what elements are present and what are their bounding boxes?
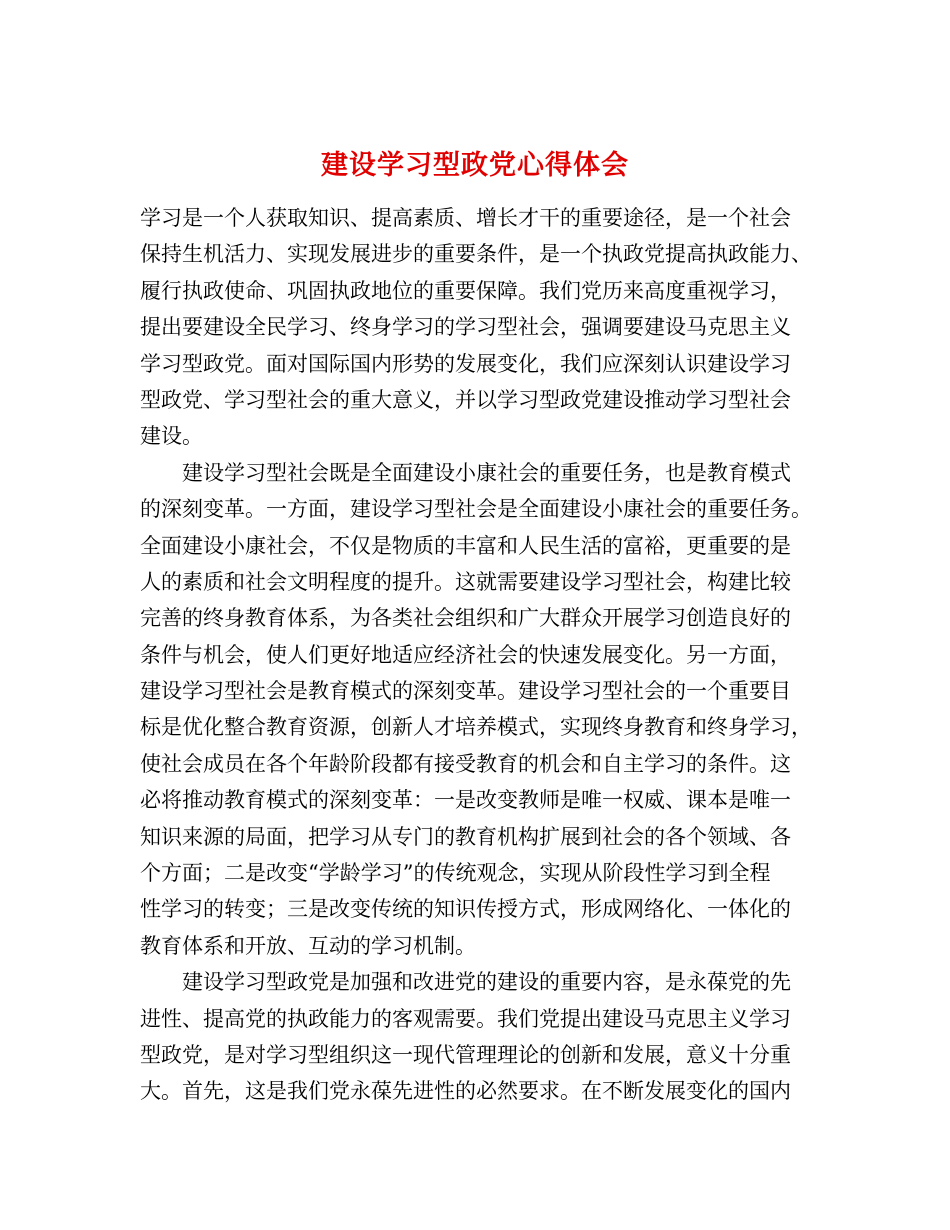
text-line: 完善的终身教育体系，为各类社会组织和广大群众开展学习创造良好的 — [140, 606, 791, 631]
text-line: 履行执政使命、巩固执政地位的重要保障。我们党历来高度重视学习， — [140, 278, 791, 303]
text-line: 标是优化整合教育资源，创新人才培养模式，实现终身教育和终身学习， — [140, 715, 812, 740]
text-line: 使社会成员在各个年龄阶段都有接受教育的机会和自主学习的条件。这 — [140, 751, 791, 776]
text-line: 学习型政党。面对国际国内形势的发展变化，我们应深刻认识建设学习 — [140, 351, 791, 376]
text-line: 知识来源的局面，把学习从专门的教育机构扩展到社会的各个领域、各 — [140, 824, 791, 849]
text-line: 条件与机会，使人们更好地适应经济社会的快速发展变化。另一方面， — [140, 642, 791, 667]
text-line: 教育体系和开放、互动的学习机制。 — [140, 933, 476, 958]
text-line: 大。首先，这是我们党永葆先进性的必然要求。在不断发展变化的国内 — [140, 1079, 791, 1104]
text-line: 学习是一个人获取知识、提高素质、增长才干的重要途径，是一个社会 — [140, 206, 791, 230]
text-line: 建设学习型社会是教育模式的深刻变革。建设学习型社会的一个重要目 — [140, 679, 791, 704]
document-title: 建设学习型政党心得体会 — [321, 150, 629, 182]
text-line: 性学习的转变；三是改变传统的知识传授方式，形成网络化、一体化的 — [140, 897, 791, 922]
text-line: 的深刻变革。一方面，建设学习型社会是全面建设小康社会的重要任务。 — [140, 497, 812, 522]
text-line: 建设学习型政党是加强和改进党的建设的重要内容，是永葆党的先 — [140, 970, 791, 995]
text-line: 人的素质和社会文明程度的提升。这就需要建设学习型社会，构建比较 — [140, 569, 791, 594]
document-body — [140, 200, 830, 1110]
text-line: 型政党、学习型社会的重大意义，并以学习型政党建设推动学习型社会 — [140, 387, 791, 412]
text-line: 进性、提高党的执政能力的客观需要。我们党提出建设马克思主义学习 — [140, 1006, 791, 1031]
text-line: 必将推动教育模式的深刻变革：一是改变教师是唯一权威、课本是唯一 — [140, 788, 791, 813]
text-line: 型政党，是对学习型组织这一现代管理理论的创新和发展，意义十分重 — [140, 1042, 791, 1067]
text-line: 建设学习型社会既是全面建设小康社会的重要任务，也是教育模式 — [140, 460, 791, 485]
text-line: 个方面；二是改变“学龄学习”的传统观念，实现从阶段性学习到全程 — [140, 861, 771, 886]
text-line: 建设。 — [140, 424, 203, 449]
text-line: 全面建设小康社会，不仅是物质的丰富和人民生活的富裕，更重要的是 — [140, 533, 791, 558]
text-line: 保持生机活力、实现发展进步的重要条件，是一个执政党提高执政能力、 — [140, 242, 812, 267]
text-line: 提出要建设全民学习、终身学习的学习型社会，强调要建设马克思主义 — [140, 315, 791, 340]
